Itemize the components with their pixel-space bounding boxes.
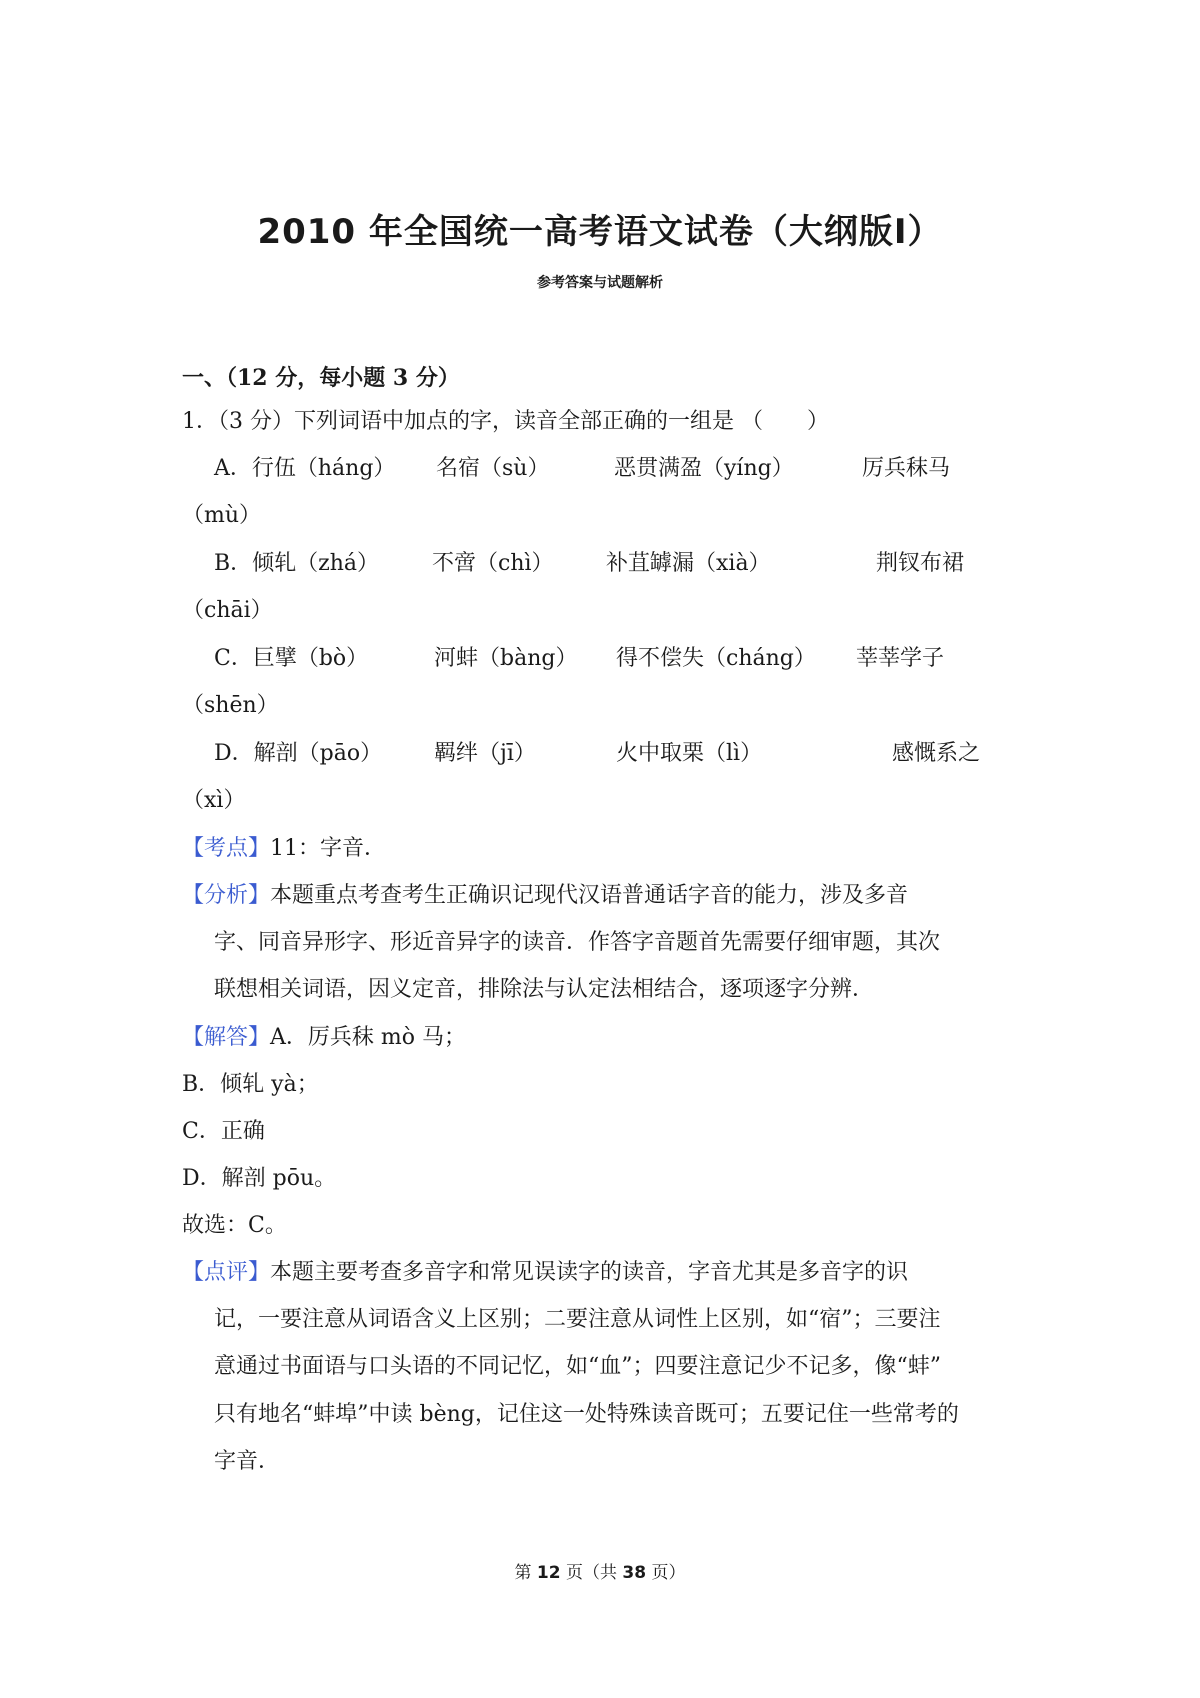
option-b-word1: B．倾轧（zhá） — [214, 551, 380, 576]
fenxi-line1: 本题重点考查考生正确识记现代汉语普通话字音的能力，涉及多音 — [270, 883, 909, 908]
footer-pre: 第 — [514, 1563, 532, 1583]
dianping-line2: 记，一要注意从词语含义上区别；二要注意从词性上区别，如“宿”；三要注 — [214, 1307, 941, 1332]
dianping-line5: 字音． — [214, 1449, 281, 1474]
option-b-word2: 不啻（chì） — [432, 551, 554, 576]
option-c-word4: 莘莘学子 — [856, 646, 945, 671]
option-b-word4: 荆钗布裙 — [876, 551, 965, 576]
kaodian-block — [182, 834, 386, 864]
dianping-line4: 只有地名“蚌埠”中读 bèng，记住这一处特殊读音既可；五要记住一些常考的 — [214, 1402, 959, 1427]
fenxi-block — [182, 881, 908, 911]
jieda-a: A．厉兵秣 mò 马； — [270, 1025, 466, 1050]
option-d-word4: 感慨系之 — [892, 741, 981, 766]
page-title: 2010 年全国统一高考语文试卷（大纲版Ⅰ） — [257, 212, 943, 252]
jieda-b: B．倾轧 yà； — [182, 1072, 319, 1097]
question-stem: 1．（3 分）下列词语中加点的字，读音全部正确的一组是 （ ） — [182, 409, 829, 434]
footer-post: 页） — [651, 1563, 686, 1583]
option-c-word2: 河蚌（bàng） — [434, 646, 578, 671]
jieda-d: D．解剖 pōu。 — [182, 1166, 337, 1191]
page-footer — [0, 1558, 1200, 1583]
option-c-word3: 得不偿失（cháng） — [616, 646, 816, 671]
jieda-tag: 【解答】 — [182, 1025, 271, 1050]
fenxi-tag: 【分析】 — [182, 883, 271, 908]
footer-total-pages: 38 — [622, 1563, 647, 1583]
kaodian-text: 11：字音． — [270, 836, 387, 861]
page-subtitle: 参考答案与试题解析 — [537, 275, 663, 291]
section-heading: 一、（12 分，每小题 3 分） — [182, 365, 460, 391]
dianping-block — [182, 1258, 908, 1288]
jieda-choice: 故选：C。 — [182, 1213, 287, 1238]
option-a-word4: 厉兵秣马 — [862, 456, 951, 481]
option-a-wrap: （mù） — [182, 503, 262, 528]
option-d-wrap: （xì） — [182, 788, 246, 813]
option-d-word1: D．解剖（pāo） — [214, 741, 383, 766]
footer-mid: 页（共 — [566, 1563, 617, 1583]
option-b-word3: 补苴罅漏（xià） — [606, 551, 771, 576]
dianping-line1: 本题主要考查多音字和常见误读字的读音，字音尤其是多音字的识 — [270, 1260, 909, 1285]
dianping-line3: 意通过书面语与口头语的不同记忆，如“血”；四要注意记少不记多，像“蚌” — [214, 1354, 941, 1379]
option-a-word1: A．行伍（háng） — [214, 456, 396, 481]
jieda-c: C．正确 — [182, 1119, 265, 1144]
option-d-word3: 火中取栗（lì） — [616, 741, 763, 766]
fenxi-line2: 字、同音异形字、形近音异字的读音．作答字音题首先需要仔细审题，其次 — [214, 930, 941, 955]
option-c-wrap: （shēn） — [182, 693, 279, 718]
option-a-word3: 恶贯满盈（yíng） — [614, 456, 794, 481]
dianping-tag: 【点评】 — [182, 1260, 271, 1285]
jieda-block — [182, 1023, 466, 1053]
option-d-word2: 羁绊（jī） — [434, 741, 536, 766]
footer-page-number: 12 — [536, 1563, 561, 1583]
option-a-word2: 名宿（sù） — [436, 456, 550, 481]
kaodian-tag: 【考点】 — [182, 836, 271, 861]
fenxi-line3: 联想相关词语，因义定音，排除法与认定法相结合，逐项逐字分辨． — [214, 977, 875, 1002]
option-c-word1: C．巨擘（bò） — [214, 646, 369, 671]
option-b-wrap: （chāi） — [182, 598, 273, 623]
